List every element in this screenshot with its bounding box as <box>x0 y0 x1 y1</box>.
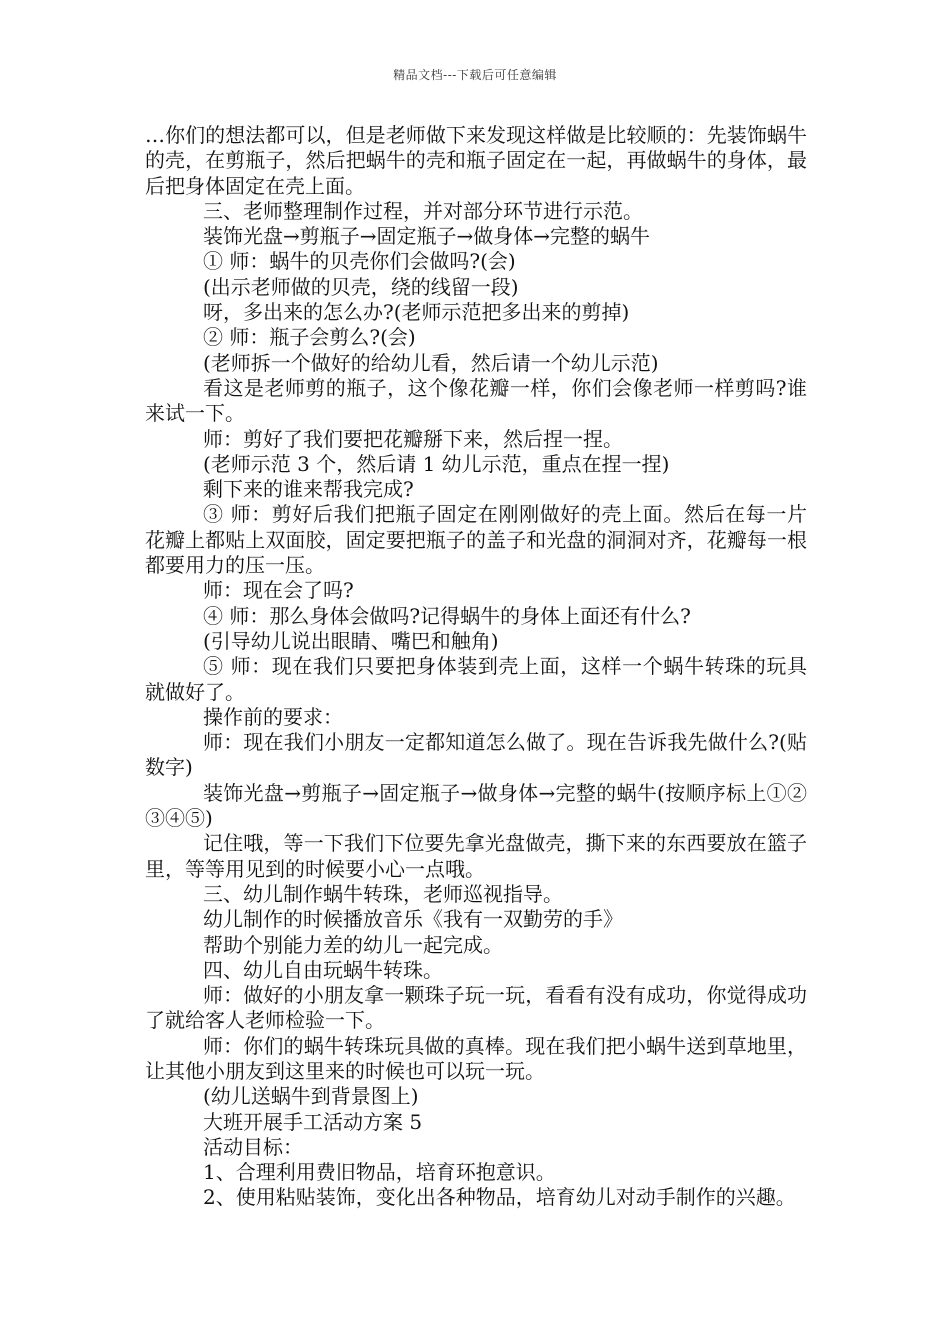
paragraph: (幼儿送蜗牛到背景图上) <box>203 1084 419 1109</box>
paragraph: 四、幼儿自由玩蜗牛转珠。 <box>203 957 443 982</box>
paragraph: (老师示范 3 个，然后请 1 幼儿示范，重点在捏一捏) <box>203 451 670 476</box>
paragraph: 装饰光盘→剪瓶子→固定瓶子→做身体→完整的蜗牛(按顺序标上①②③④⑤) <box>145 780 807 831</box>
page-header: 精品文档---下载后可任意编辑 <box>393 68 557 82</box>
paragraph: 活动目标： <box>203 1134 303 1159</box>
paragraph: 剩下来的谁来帮我完成? <box>203 477 414 502</box>
paragraph: …你们的想法都可以，但是老师做下来发现这样做是比较顺的：先装饰蜗牛的壳，在剪瓶子，然后把蜗牛的壳和瓶子固定在一起，再做蜗牛的身体，最后把身体固定在壳上面。 <box>145 123 807 198</box>
paragraph: (引导幼儿说出眼睛、嘴巴和触角) <box>203 628 499 653</box>
paragraph: 看这是老师剪的瓶子，这个像花瓣一样，你们会像老师一样剪吗?谁来试一下。 <box>145 375 807 426</box>
paragraph: 师：做好的小朋友拿一颗珠子玩一玩，看看有没有成功，你觉得成功了就给客人老师检验一下。 <box>145 983 807 1033</box>
paragraph: ⑤ 师：现在我们只要把身体装到壳上面，这样一个蜗牛转珠的玩具就做好了。 <box>145 654 807 704</box>
paragraph: 师：现在会了吗? <box>203 578 354 603</box>
paragraph: 2、使用粘贴装饰，变化出各种物品，培育幼儿对动手制作的兴趣。 <box>203 1185 796 1210</box>
paragraph: 帮助个别能力差的幼儿一起完成。 <box>203 932 503 957</box>
paragraph: ① 师：蜗牛的贝壳你们会做吗?(会) <box>203 249 516 274</box>
paragraph: 操作前的要求： <box>203 704 343 729</box>
paragraph: (出示老师做的贝壳，绕的线留一段) <box>203 274 519 299</box>
paragraph: 记住哦，等一下我们下位要先拿光盘做壳，撕下来的东西要放在篮子里，等等用见到的时候要小心一点哦。 <box>145 831 807 881</box>
paragraph: ③ 师：剪好后我们把瓶子固定在刚刚做好的壳上面。然后在每一片花瓣上都贴上双面胶，固定要把瓶子的盖子和光盘的洞洞对齐，花瓣每一根都要用力的压一压。 <box>145 502 807 578</box>
paragraph: 装饰光盘→剪瓶子→固定瓶子→做身体→完整的蜗牛 <box>203 224 651 249</box>
paragraph: 大班开展手工活动方案 5 <box>203 1109 423 1134</box>
paragraph: 师：你们的蜗牛转珠玩具做的真棒。现在我们把小蜗牛送到草地里，让其他小朋友到这里来的时候也可以玩一玩。 <box>145 1033 807 1083</box>
paragraph: 呀，多出来的怎么办?(老师示范把多出来的剪掉) <box>203 300 630 325</box>
paragraph: 师：现在我们小朋友一定都知道怎么做了。现在告诉我先做什么?(贴数字) <box>145 730 807 780</box>
paragraph: 三、老师整理制作过程，并对部分环节进行示范。 <box>203 198 643 223</box>
paragraph: ④ 师：那么身体会做吗?记得蜗牛的身体上面还有什么? <box>203 603 691 628</box>
paragraph: 三、幼儿制作蜗牛转珠，老师巡视指导。 <box>203 881 563 906</box>
document-body <box>145 123 807 1211</box>
paragraph: 师：剪好了我们要把花瓣掰下来，然后捏一捏。 <box>203 426 623 451</box>
paragraph: ② 师：瓶子会剪么?(会) <box>203 325 416 350</box>
paragraph: (老师拆一个做好的给幼儿看，然后请一个幼儿示范) <box>203 350 659 375</box>
paragraph: 幼儿制作的时候播放音乐《我有一双勤劳的手》 <box>203 907 623 932</box>
paragraph: 1、合理利用费旧物品，培育环抱意识。 <box>203 1160 556 1185</box>
